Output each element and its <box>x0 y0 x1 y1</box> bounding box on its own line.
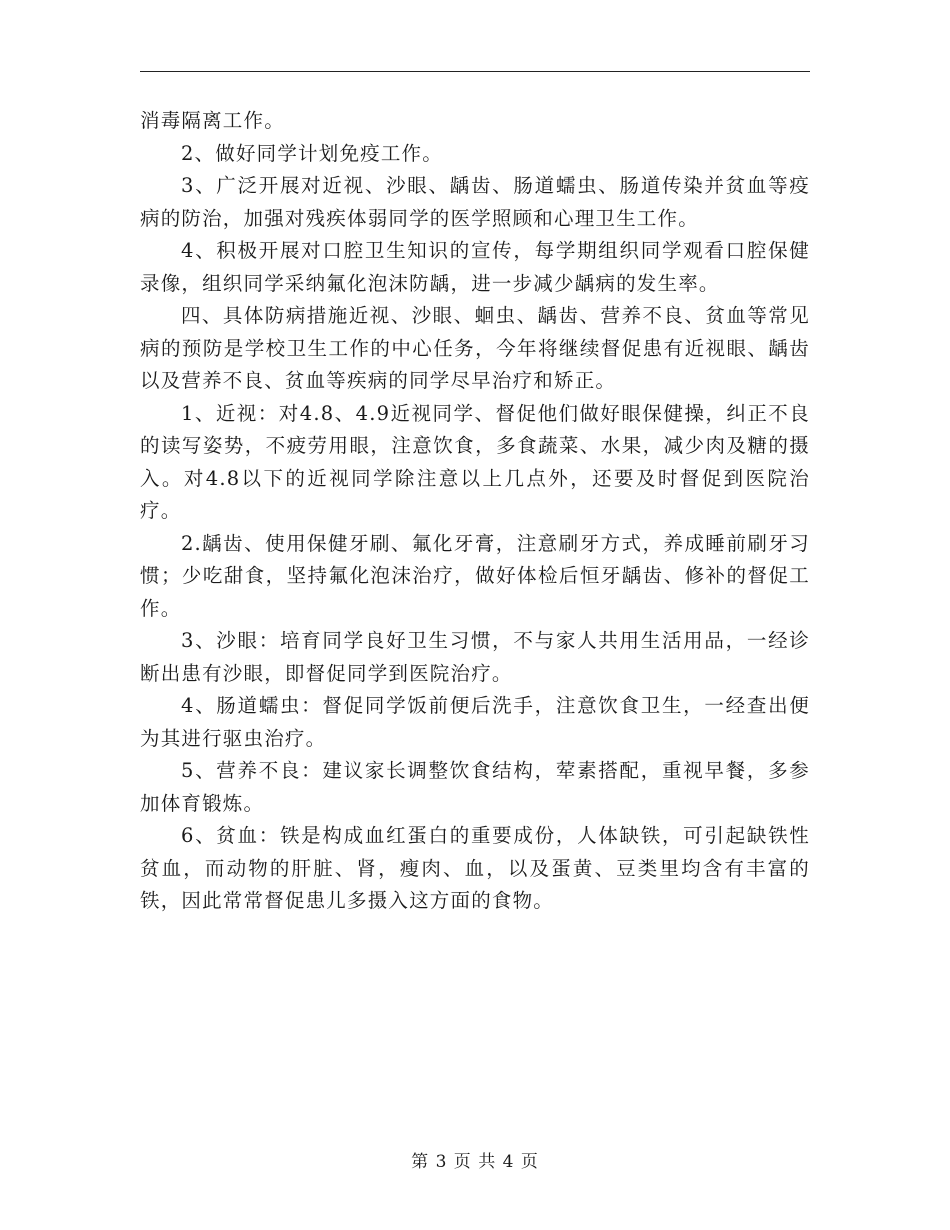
paragraph: 3、沙眼：培育同学良好卫生习惯，不与家人共用生活用品，一经诊断出患有沙眼，即督促同学到医院治疗。 <box>140 629 810 685</box>
paragraph: 1、近视：对4.8、4.9近视同学、督促他们做好眼保健操，纠正不良的读写姿势，不疲劳用眼，注意饮食，多食蔬菜、水果，减少肉及糖的摄入。对4.8以下的近视同学除注意以上几点外，还要及时督促到医院治疗。 <box>140 401 810 522</box>
header-rule <box>140 71 810 72</box>
paragraph: 6、贫血：铁是构成血红蛋白的重要成份，人体缺铁，可引起缺铁性贫血，而动物的肝脏、肾，瘦肉、血，以及蛋黄、豆类里均含有丰富的铁，因此常常督促患儿多摄入这方面的食物。 <box>140 824 810 912</box>
paragraph: 2.龋齿、使用保健牙刷、氟化牙膏，注意刷牙方式，养成睡前刷牙习惯；少吃甜食，坚持氟化泡沫治疗，做好体检后恒牙龋齿、修补的督促工作。 <box>140 531 810 620</box>
document-body <box>140 105 810 918</box>
paragraph: 4、积极开展对口腔卫生知识的宣传，每学期组织同学观看口腔保健录像，组织同学采纳氟化泡沫防龋，进一步减少龋病的发生率。 <box>140 239 810 295</box>
page-number-footer: 第 3 页 共 4 页 <box>411 1152 539 1172</box>
paragraph: 5、营养不良：建议家长调整饮食结构，荤素搭配，重视早餐，多参加体育锻炼。 <box>140 759 810 815</box>
paragraph: 四、具体防病措施近视、沙眼、蛔虫、龋齿、营养不良、贫血等常见病的预防是学校卫生工作的中心任务，今年将继续督促患有近视眼、龋齿以及营养不良、贫血等疾病的同学尽早治疗和矫正。 <box>140 304 810 392</box>
paragraph: 3、广泛开展对近视、沙眼、龋齿、肠道蠕虫、肠道传染并贫血等疫病的防治，加强对残疾体弱同学的医学照顾和心理卫生工作。 <box>140 174 810 230</box>
paragraph: 2、做好同学计划免疫工作。 <box>180 141 443 165</box>
paragraph: 消毒隔离工作。 <box>140 109 285 132</box>
paragraph: 4、肠道蠕虫：督促同学饭前便后洗手，注意饮食卫生，一经查出便为其进行驱虫治疗。 <box>140 694 810 750</box>
